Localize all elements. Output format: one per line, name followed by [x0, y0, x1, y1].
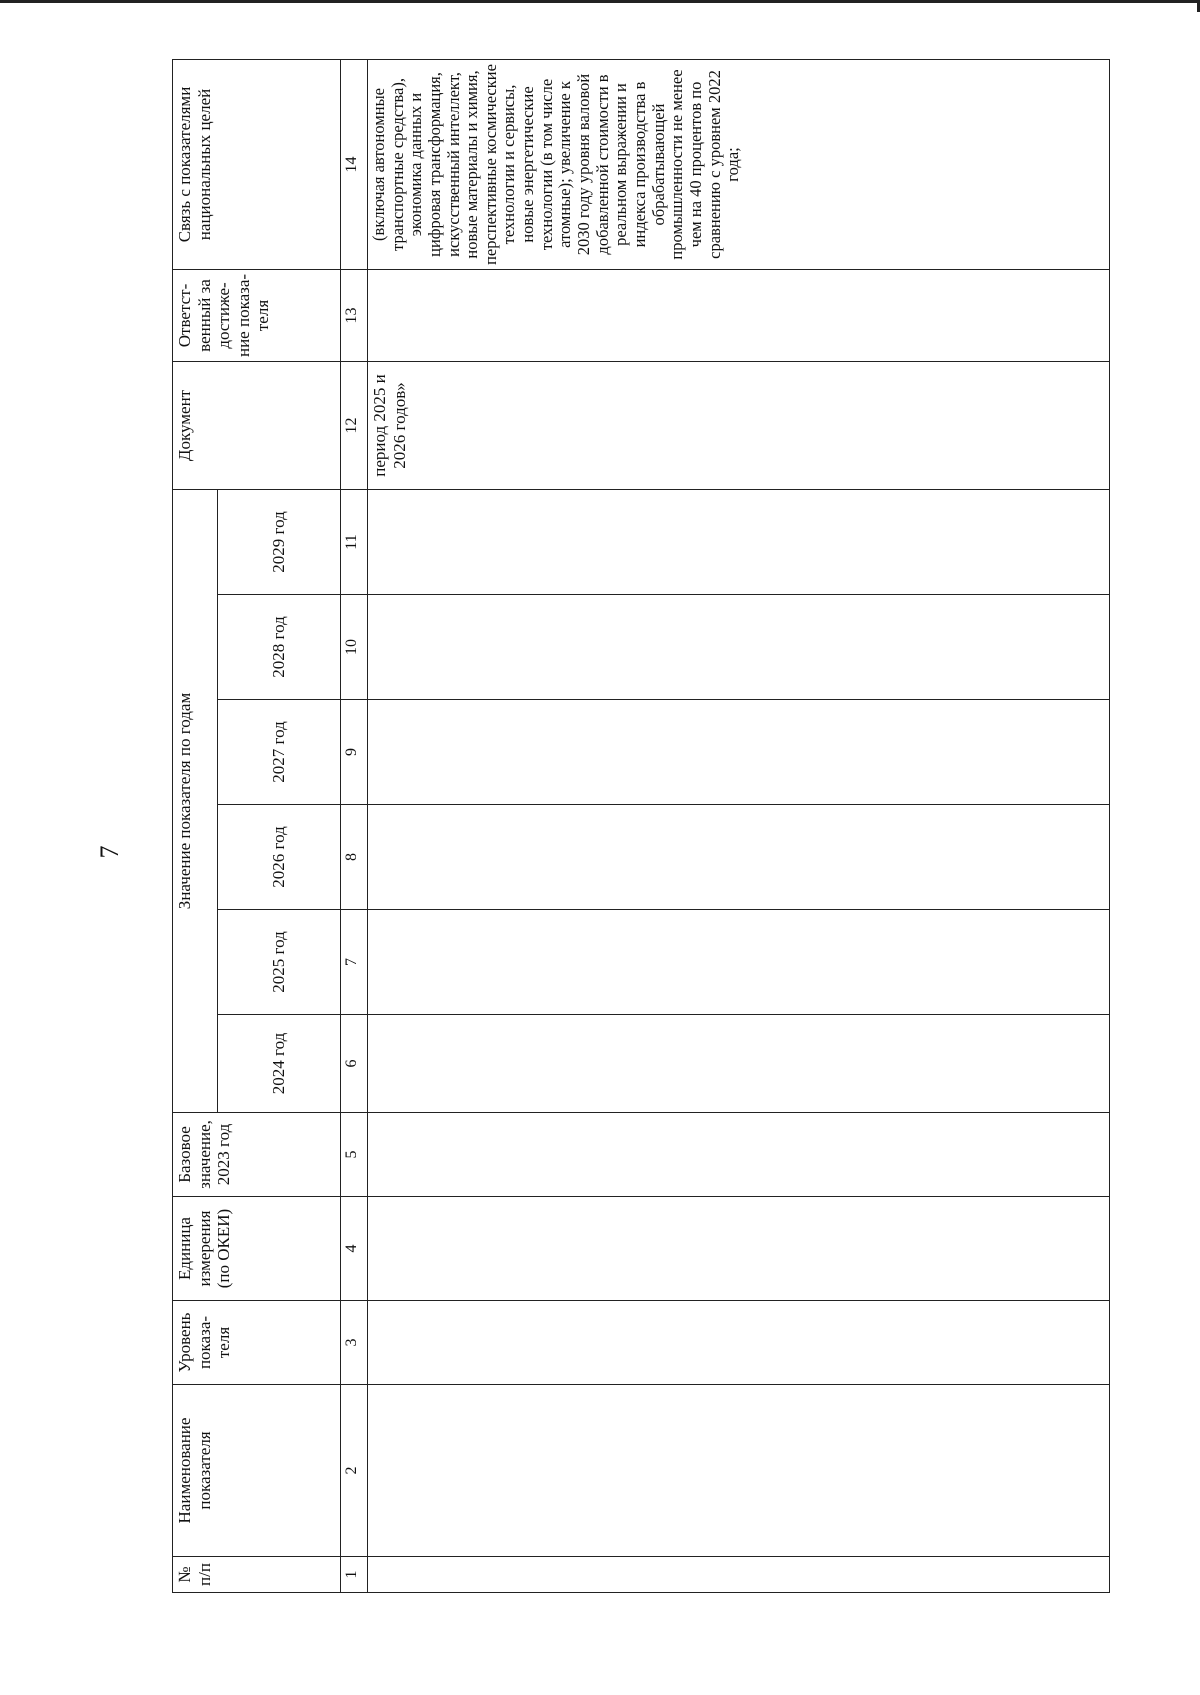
cell-document: период 2025 и 2026 годов» — [368, 361, 1110, 489]
header-num: № п/п — [173, 1557, 341, 1593]
column-number: 8 — [341, 805, 368, 910]
cell-responsible — [368, 269, 1110, 361]
column-number: 1 — [341, 1557, 368, 1593]
header-row-1 — [173, 59, 218, 1592]
column-number: 6 — [341, 1015, 368, 1113]
column-number: 11 — [341, 489, 368, 594]
header-level: Уровень показа-теля — [173, 1301, 341, 1385]
header-year-2029: 2029 год — [218, 489, 341, 594]
cell-name — [368, 1385, 1110, 1557]
header-year-2027: 2027 год — [218, 700, 341, 805]
header-unit: Единица измерения (по ОКЕИ) — [173, 1197, 341, 1301]
rotated-table-sheet — [172, 60, 1110, 1593]
column-number: 13 — [341, 269, 368, 361]
cell-2025 — [368, 910, 1110, 1015]
header-year-2026: 2026 год — [218, 805, 341, 910]
cell-link: (включая автономные транспортные средства), экономика данных и цифровая трансформация, искусственный интеллект, новые материалы и химия, перспективные космические технологии и сервисы, новые энергетические технологии (в том числе атомные); увеличение к 2030 году уровня валовой добавленной стоимости в реальном выражении и индекса производства в обрабатывающей промышленности не менее чем на 40 процентов по сравнению с уровнем 2022 года; — [368, 59, 1110, 269]
indicators-table — [172, 59, 1110, 1593]
cell-level — [368, 1301, 1110, 1385]
column-number: 5 — [341, 1113, 368, 1197]
header-responsible: Ответст-венный за достиже-ние показа-теля — [173, 269, 341, 361]
header-year-2028: 2028 год — [218, 595, 341, 700]
header-name: Наименование показателя — [173, 1385, 341, 1557]
header-link: Связь с показателями национальных целей — [173, 59, 341, 269]
cell-2028 — [368, 595, 1110, 700]
header-base: Базовое значение, 2023 год — [173, 1113, 341, 1197]
cell-2024 — [368, 1015, 1110, 1113]
column-number: 2 — [341, 1385, 368, 1557]
column-number: 9 — [341, 700, 368, 805]
column-number: 12 — [341, 361, 368, 489]
column-number: 4 — [341, 1197, 368, 1301]
column-number: 10 — [341, 595, 368, 700]
cell-num — [368, 1557, 1110, 1593]
column-number: 14 — [341, 59, 368, 269]
cell-2029 — [368, 489, 1110, 594]
column-number: 3 — [341, 1301, 368, 1385]
header-document: Документ — [173, 361, 341, 489]
column-number-row — [341, 59, 368, 1592]
scan-edge-top — [0, 0, 1200, 3]
header-year-2024: 2024 год — [218, 1015, 341, 1113]
cell-unit — [368, 1197, 1110, 1301]
column-number: 7 — [341, 910, 368, 1015]
table-row — [368, 59, 1110, 1592]
cell-base — [368, 1113, 1110, 1197]
cell-2026 — [368, 805, 1110, 910]
header-year-2025: 2025 год — [218, 910, 341, 1015]
cell-2027 — [368, 700, 1110, 805]
page-number: 7 — [95, 845, 124, 859]
header-values-group: Значение показателя по годам — [173, 489, 218, 1112]
